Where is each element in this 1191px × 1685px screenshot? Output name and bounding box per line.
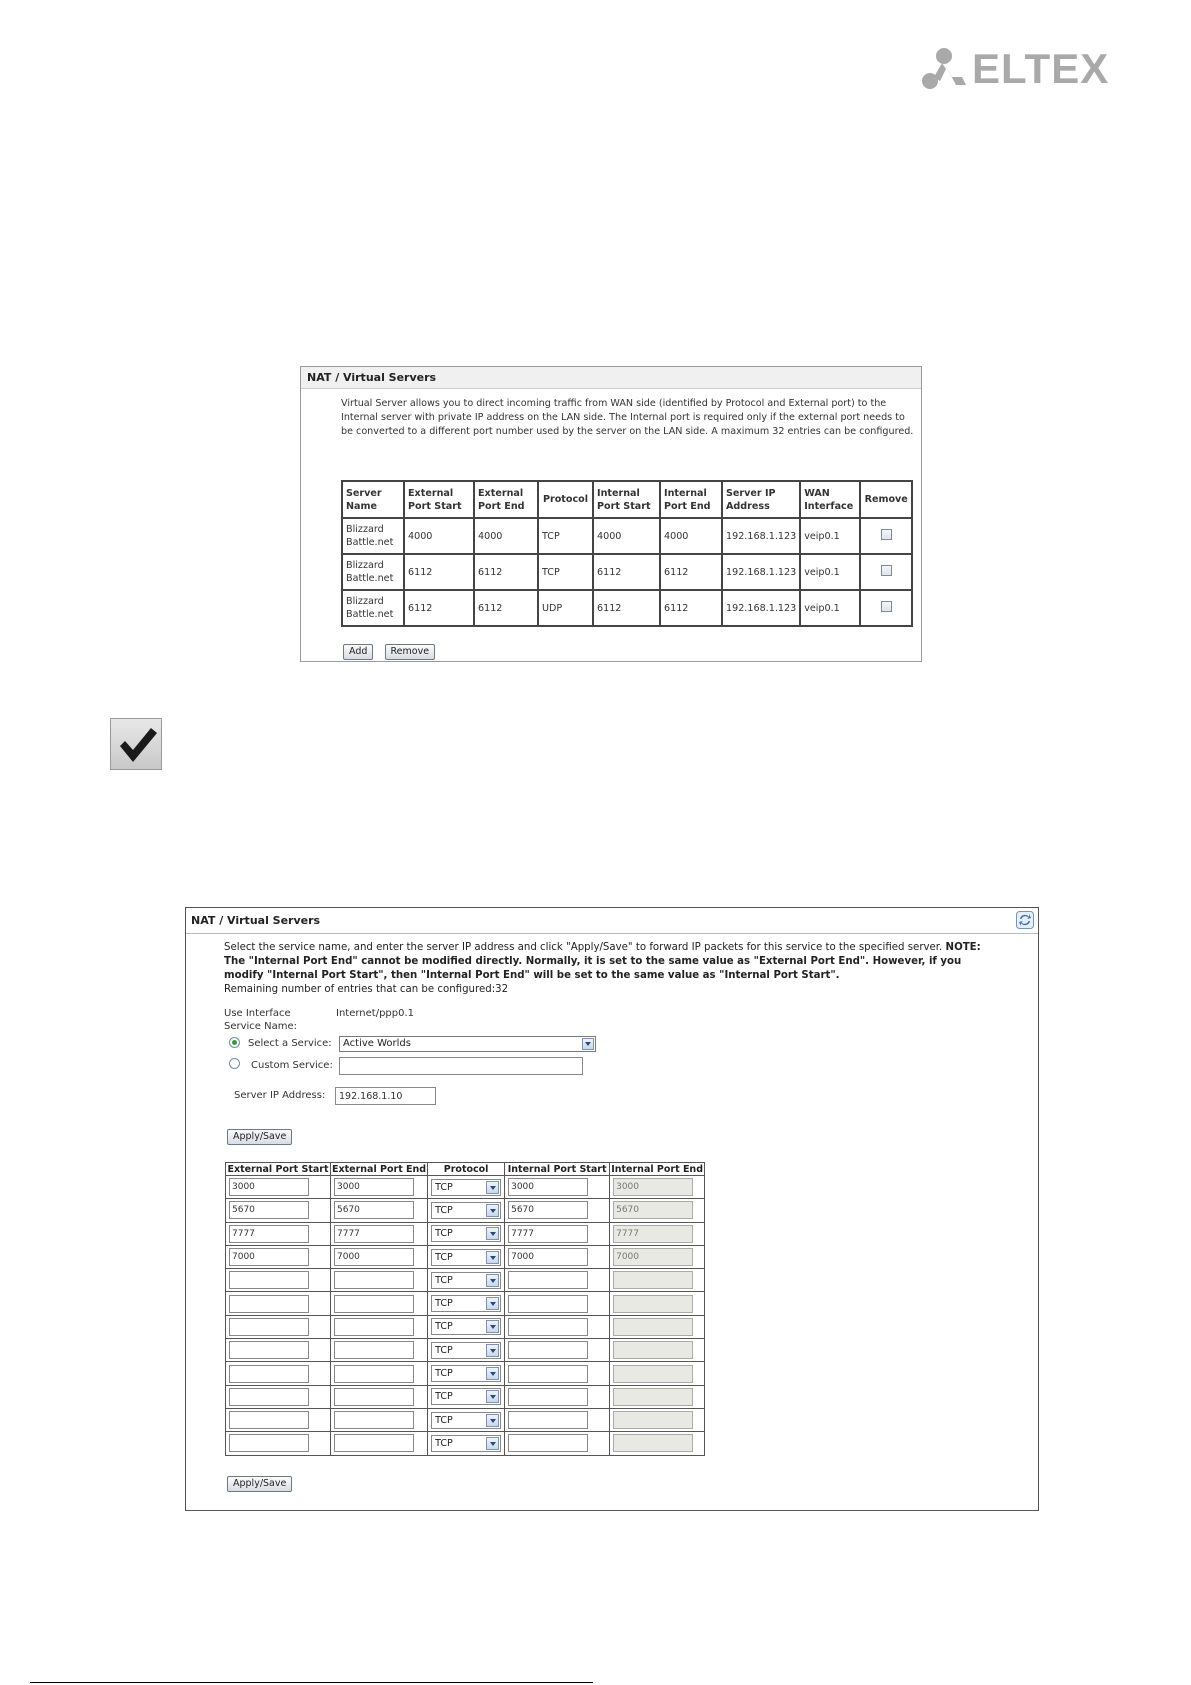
table-row: [226, 1432, 705, 1455]
external-port-end-input[interactable]: [334, 1341, 414, 1359]
external-port-start-input[interactable]: [229, 1318, 309, 1336]
internal-port-end-input: [613, 1318, 693, 1336]
server-ip-input[interactable]: [335, 1087, 436, 1105]
external-port-start-input[interactable]: [229, 1411, 309, 1429]
cell-protocol: [428, 1199, 505, 1222]
chevron-down-icon[interactable]: [486, 1251, 499, 1264]
server-ip-label: Server IP Address:: [234, 1090, 326, 1101]
external-port-end-input[interactable]: [334, 1434, 414, 1452]
internal-port-end-input: [613, 1201, 693, 1219]
cell-external-port-start: [226, 1269, 331, 1292]
cell-external-port-end: [331, 1292, 428, 1315]
internal-port-start-input[interactable]: [508, 1248, 588, 1266]
cell-external-port-start: [226, 1176, 331, 1199]
cell-internal-port-end: [610, 1222, 705, 1245]
cell-external-port-start: 4000: [404, 518, 474, 554]
panel1-buttons: [343, 639, 441, 660]
external-port-start-input[interactable]: [229, 1434, 309, 1452]
apply-save-button[interactable]: Apply/Save: [227, 1129, 292, 1145]
cell-protocol: [428, 1292, 505, 1315]
cell-internal-port-end: 6112: [660, 554, 722, 590]
table-row: [226, 1199, 705, 1222]
chevron-down-icon[interactable]: [486, 1297, 499, 1310]
col-protocol: Protocol: [428, 1163, 505, 1176]
internal-port-start-input[interactable]: [508, 1271, 588, 1289]
protocol-select-value: TCP: [435, 1391, 453, 1403]
eltex-logo: [922, 44, 1110, 94]
internal-port-start-input[interactable]: [508, 1318, 588, 1336]
table-row: [342, 518, 912, 554]
cell-server-name: Blizzard Battle.net: [342, 518, 404, 554]
cell-external-port-end: 4000: [474, 518, 538, 554]
table-row: [226, 1315, 705, 1338]
col-server-name: Server Name: [342, 481, 404, 518]
external-port-start-input[interactable]: [229, 1178, 309, 1196]
cell-wan-interface: veip0.1: [800, 590, 860, 626]
cell-internal-port-end: [610, 1362, 705, 1385]
cell-server-ip: 192.168.1.123: [722, 554, 800, 590]
cell-protocol: [428, 1432, 505, 1455]
protocol-select[interactable]: [431, 1412, 501, 1429]
cell-protocol: UDP: [538, 590, 593, 626]
chevron-down-icon[interactable]: [486, 1367, 499, 1380]
internal-port-start-input[interactable]: [508, 1295, 588, 1313]
external-port-end-input[interactable]: [334, 1365, 414, 1383]
protocol-select[interactable]: [431, 1365, 501, 1382]
internal-port-end-input: [613, 1365, 693, 1383]
cell-server-name: Blizzard Battle.net: [342, 554, 404, 590]
external-port-end-input[interactable]: [334, 1225, 414, 1243]
protocol-select[interactable]: [431, 1179, 501, 1196]
protocol-select-value: TCP: [435, 1204, 453, 1216]
cell-internal-port-start: 6112: [593, 554, 660, 590]
cell-external-port-end: [331, 1408, 428, 1431]
col-internal-port-end: Internal Port End: [660, 481, 722, 518]
panel-title: NAT / Virtual Servers: [186, 908, 1038, 934]
table-row: [342, 590, 912, 626]
protocol-select-value: TCP: [435, 1321, 453, 1333]
cell-external-port-start: [226, 1315, 331, 1338]
table-row: [226, 1362, 705, 1385]
chevron-down-icon[interactable]: [486, 1227, 499, 1240]
cell-internal-port-start: [505, 1432, 610, 1455]
select-service-label: Select a Service:: [248, 1038, 332, 1049]
table-row: [226, 1269, 705, 1292]
custom-service-radio[interactable]: [229, 1058, 240, 1069]
external-port-end-input[interactable]: [334, 1271, 414, 1289]
protocol-select-value: TCP: [435, 1298, 453, 1310]
cell-external-port-end: [331, 1385, 428, 1408]
cell-external-port-end: [331, 1245, 428, 1268]
cell-external-port-end: 6112: [474, 590, 538, 626]
external-port-end-input[interactable]: [334, 1318, 414, 1336]
cell-internal-port-start: [505, 1269, 610, 1292]
cell-server-ip: 192.168.1.123: [722, 590, 800, 626]
cell-external-port-start: 6112: [404, 590, 474, 626]
cell-internal-port-start: 6112: [593, 590, 660, 626]
cell-wan-interface: veip0.1: [800, 518, 860, 554]
cell-external-port-end: [331, 1222, 428, 1245]
cell-server-ip: 192.168.1.123: [722, 518, 800, 554]
remaining-entries: Remaining number of entries that can be configured:32: [224, 984, 509, 995]
external-port-start-input[interactable]: [229, 1341, 309, 1359]
protocol-select-value: TCP: [435, 1228, 453, 1240]
footnote-divider: [30, 1682, 593, 1683]
col-internal-port-end: Internal Port End: [611, 1163, 703, 1175]
cell-protocol: [428, 1222, 505, 1245]
eltex-logo-icon: [922, 47, 970, 91]
external-port-start-input[interactable]: [229, 1248, 309, 1266]
table-row: [226, 1408, 705, 1431]
add-button[interactable]: Add: [343, 644, 373, 660]
cell-internal-port-end: [610, 1339, 705, 1362]
cell-external-port-start: [226, 1362, 331, 1385]
service-name-label: Service Name:: [224, 1021, 298, 1032]
internal-port-end-input: [613, 1178, 693, 1196]
cell-internal-port-start: [505, 1385, 610, 1408]
col-external-port-end: External Port End: [474, 481, 538, 518]
external-port-end-input[interactable]: [334, 1388, 414, 1406]
logo-text: ELTEX: [972, 45, 1110, 92]
cell-internal-port-start: [505, 1245, 610, 1268]
cell-external-port-start: [226, 1339, 331, 1362]
chevron-down-icon[interactable]: [486, 1204, 499, 1217]
col-internal-port-start: Internal Port Start: [593, 481, 660, 518]
cell-protocol: [428, 1362, 505, 1385]
cell-internal-port-start: [505, 1176, 610, 1199]
internal-port-start-input[interactable]: [508, 1388, 588, 1406]
cell-remove: [860, 518, 912, 554]
cell-protocol: TCP: [538, 518, 593, 554]
cell-external-port-end: [331, 1315, 428, 1338]
internal-port-end-input: [613, 1295, 693, 1313]
external-port-start-input[interactable]: [229, 1365, 309, 1383]
cell-remove: [860, 590, 912, 626]
virtual-server-add-panel: [185, 907, 1039, 1511]
internal-port-start-input[interactable]: [508, 1178, 588, 1196]
cell-server-name: Blizzard Battle.net: [342, 590, 404, 626]
refresh-icon[interactable]: [1016, 911, 1034, 929]
external-port-end-input[interactable]: [334, 1178, 414, 1196]
cell-internal-port-end: [610, 1432, 705, 1455]
table-row: [226, 1222, 705, 1245]
chevron-down-icon[interactable]: [486, 1390, 499, 1403]
cell-external-port-end: [331, 1176, 428, 1199]
internal-port-end-input: [613, 1341, 693, 1359]
cell-internal-port-end: [610, 1199, 705, 1222]
chevron-down-icon[interactable]: [486, 1437, 499, 1450]
external-port-start-input[interactable]: [229, 1201, 309, 1219]
service-select-value: Active Worlds: [343, 1038, 411, 1049]
cell-internal-port-start: [505, 1222, 610, 1245]
cell-internal-port-start: [505, 1339, 610, 1362]
cell-protocol: [428, 1245, 505, 1268]
checkmark-icon: [110, 718, 162, 770]
external-port-end-input[interactable]: [334, 1248, 414, 1266]
cell-protocol: [428, 1339, 505, 1362]
cell-external-port-start: [226, 1292, 331, 1315]
protocol-select[interactable]: [431, 1272, 501, 1289]
cell-internal-port-start: [505, 1362, 610, 1385]
table-row: [226, 1339, 705, 1362]
cell-external-port-start: [226, 1385, 331, 1408]
internal-port-end-input: [613, 1271, 693, 1289]
chevron-down-icon[interactable]: [582, 1038, 594, 1050]
remove-checkbox[interactable]: [881, 529, 892, 540]
custom-service-label: Custom Service:: [251, 1060, 333, 1071]
cell-external-port-start: [226, 1432, 331, 1455]
internal-port-start-input[interactable]: [508, 1341, 588, 1359]
cell-internal-port-end: [610, 1385, 705, 1408]
cell-protocol: [428, 1176, 505, 1199]
protocol-select[interactable]: [431, 1225, 501, 1242]
external-port-start-input[interactable]: [229, 1225, 309, 1243]
internal-port-start-input[interactable]: [508, 1365, 588, 1383]
table-row: [342, 554, 912, 590]
chevron-down-icon[interactable]: [486, 1274, 499, 1287]
panel-title: NAT / Virtual Servers: [301, 367, 921, 389]
panel-description: Virtual Server allows you to direct incoming traffic from WAN side (identified by Protocol and External port) to the Internal server with private IP address on the LAN side. The Internal port is required only if the external port needs to be converted to a different port number used by the server on the LAN side. A maximum 32 entries can be configured.: [341, 398, 914, 437]
cell-internal-port-end: [610, 1315, 705, 1338]
instructions-text: Select the service name, and enter the server IP address and click "Apply/Save" to forward IP packets for this service to the specified server.: [224, 942, 943, 953]
cell-external-port-end: [331, 1269, 428, 1292]
protocol-select-value: TCP: [435, 1181, 453, 1193]
protocol-select[interactable]: [431, 1202, 501, 1219]
internal-port-end-input: [613, 1411, 693, 1429]
table-row: [226, 1385, 705, 1408]
external-port-end-input[interactable]: [334, 1411, 414, 1429]
cell-protocol: TCP: [538, 554, 593, 590]
cell-internal-port-end: [610, 1269, 705, 1292]
cell-protocol: [428, 1385, 505, 1408]
use-interface-label: Use Interface: [224, 1008, 291, 1019]
col-server-ip: Server IP Address: [722, 481, 800, 518]
external-port-end-input[interactable]: [334, 1201, 414, 1219]
external-port-start-input[interactable]: [229, 1271, 309, 1289]
col-remove: Remove: [860, 481, 912, 518]
protocol-select[interactable]: [431, 1342, 501, 1359]
virtual-servers-list-panel: [300, 366, 922, 662]
use-interface-value: Internet/ppp0.1: [336, 1008, 415, 1019]
cell-protocol: [428, 1269, 505, 1292]
col-protocol: Protocol: [538, 481, 593, 518]
note-text: NOTE: The "Internal Port End" cannot be modified directly. Normally, it is set to the same value as "External Port End". However, if you modify "Internal Port Start", then "Internal Port End" will be set to the same value as "Internal Port Start".: [224, 942, 981, 981]
cell-external-port-start: [226, 1199, 331, 1222]
cell-internal-port-start: [505, 1315, 610, 1338]
internal-port-start-input[interactable]: [508, 1411, 588, 1429]
virtual-servers-table: [341, 480, 913, 627]
protocol-select-value: TCP: [435, 1437, 453, 1449]
internal-port-start-input[interactable]: [508, 1201, 588, 1219]
protocol-select[interactable]: [431, 1318, 501, 1335]
external-port-start-input[interactable]: [229, 1388, 309, 1406]
apply-save-button-bottom[interactable]: Apply/Save: [227, 1476, 292, 1492]
cell-internal-port-end: 6112: [660, 590, 722, 626]
cell-internal-port-start: [505, 1408, 610, 1431]
protocol-select-value: TCP: [435, 1274, 453, 1286]
chevron-down-icon[interactable]: [486, 1181, 499, 1194]
cell-protocol: [428, 1408, 505, 1431]
protocol-select-value: TCP: [435, 1414, 453, 1426]
protocol-select[interactable]: [431, 1435, 501, 1452]
internal-port-end-input: [613, 1225, 693, 1243]
internal-port-end-input: [613, 1248, 693, 1266]
protocol-select-value: TCP: [435, 1368, 453, 1380]
select-service-radio[interactable]: [229, 1037, 240, 1048]
remove-checkbox[interactable]: [881, 565, 892, 576]
cell-internal-port-end: [610, 1176, 705, 1199]
protocol-select-value: TCP: [435, 1251, 453, 1263]
cell-remove: [860, 554, 912, 590]
col-wan-interface: WAN Interface: [800, 481, 860, 518]
protocol-select-value: TCP: [435, 1344, 453, 1356]
cell-internal-port-start: 4000: [593, 518, 660, 554]
cell-external-port-start: [226, 1408, 331, 1431]
cell-internal-port-start: [505, 1292, 610, 1315]
chevron-down-icon[interactable]: [486, 1344, 499, 1357]
cell-internal-port-end: [610, 1245, 705, 1268]
cell-external-port-end: [331, 1362, 428, 1385]
table-header-row: [226, 1163, 705, 1176]
internal-port-start-input[interactable]: [508, 1225, 588, 1243]
col-external-port-start: External Port Start: [227, 1163, 329, 1175]
instructions: [224, 941, 1004, 997]
chevron-down-icon[interactable]: [486, 1320, 499, 1333]
remove-button[interactable]: Remove: [385, 644, 436, 660]
cell-wan-interface: veip0.1: [800, 554, 860, 590]
internal-port-end-input: [613, 1434, 693, 1452]
cell-external-port-start: [226, 1245, 331, 1268]
external-port-start-input[interactable]: [229, 1295, 309, 1313]
chevron-down-icon[interactable]: [486, 1414, 499, 1427]
table-row: [226, 1176, 705, 1199]
col-external-port-end: External Port End: [332, 1163, 427, 1175]
protocol-select[interactable]: [431, 1249, 501, 1266]
cell-internal-port-start: [505, 1199, 610, 1222]
col-external-port-start: External Port Start: [404, 481, 474, 518]
cell-external-port-end: [331, 1339, 428, 1362]
table-row: [226, 1245, 705, 1268]
internal-port-end-input: [613, 1388, 693, 1406]
port-forwarding-table: [225, 1162, 705, 1456]
external-port-end-input[interactable]: [334, 1295, 414, 1313]
cell-external-port-end: [331, 1432, 428, 1455]
internal-port-start-input[interactable]: [508, 1434, 588, 1452]
cell-external-port-end: [331, 1199, 428, 1222]
protocol-select[interactable]: [431, 1388, 501, 1405]
service-select[interactable]: [339, 1036, 596, 1052]
cell-external-port-start: [226, 1222, 331, 1245]
table-header-row: [342, 481, 912, 518]
cell-external-port-end: 6112: [474, 554, 538, 590]
protocol-select[interactable]: [431, 1295, 501, 1312]
col-internal-port-start: Internal Port Start: [505, 1163, 610, 1176]
cell-internal-port-end: 4000: [660, 518, 722, 554]
custom-service-input[interactable]: [339, 1057, 583, 1075]
table-row: [226, 1292, 705, 1315]
cell-external-port-start: 6112: [404, 554, 474, 590]
remove-checkbox[interactable]: [881, 601, 892, 612]
cell-internal-port-end: [610, 1292, 705, 1315]
cell-internal-port-end: [610, 1408, 705, 1431]
cell-protocol: [428, 1315, 505, 1338]
